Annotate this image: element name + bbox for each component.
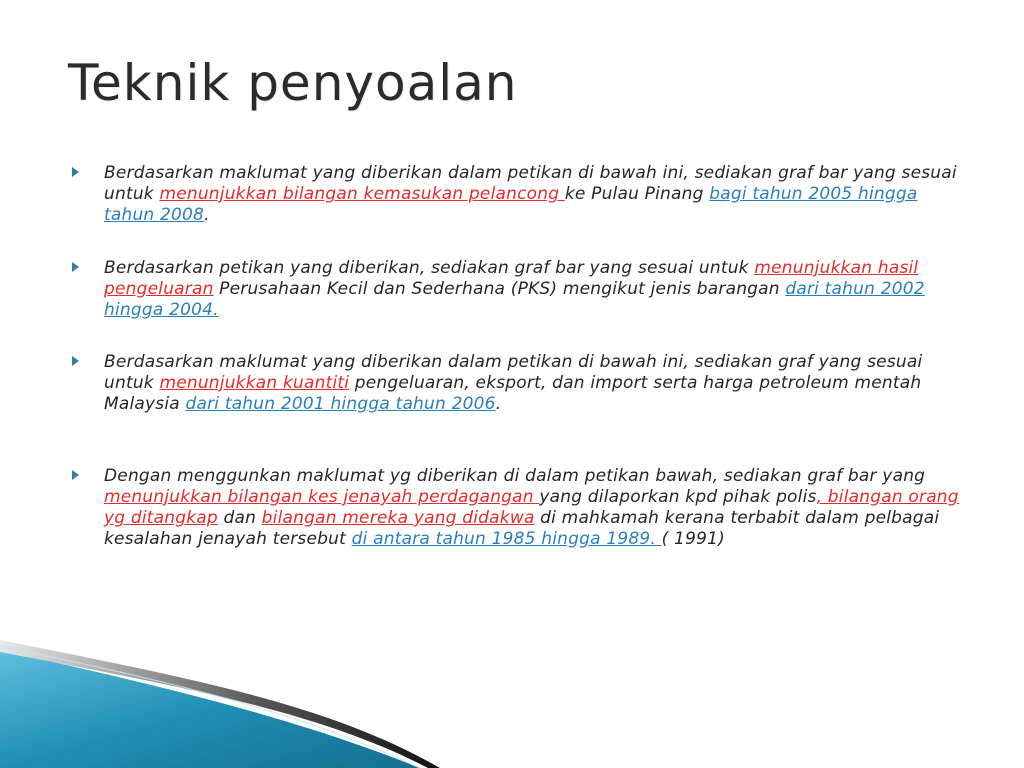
slide-title: Teknik penyoalan [68, 54, 518, 112]
highlight-red-text: menunjukkan hasil pengeluaran [104, 258, 919, 299]
bullet-text [104, 466, 972, 550]
body-text: Berdasarkan maklumat yang diberikan dalam petikan di bawah ini, sediakan graf yang sesuai untuk [104, 352, 923, 393]
highlight-red-text: , bilangan orang yg ditangkap [104, 487, 959, 528]
wave-highlight-line [0, 646, 420, 768]
bullet-arrow-icon [72, 167, 79, 177]
bullet-text [104, 163, 972, 226]
highlight-blue-text: di antara tahun 1985 hingga 1989. [351, 529, 662, 549]
highlight-red-text: bilangan mereka yang didakwa [261, 508, 535, 528]
highlight-red-text: menunjukkan bilangan kes jenayah perdagangan [104, 487, 540, 507]
bullet-item [72, 163, 972, 226]
highlight-red-text: menunjukkan bilangan kemasukan pelancong [159, 184, 565, 204]
bullet-text [104, 352, 972, 415]
bullet-arrow-icon [72, 262, 79, 272]
body-text: yang dilaporkan kpd pihak polis [539, 487, 817, 507]
bullet-arrow-icon [72, 356, 79, 366]
highlight-red-text: menunjukkan kuantiti [159, 373, 350, 393]
body-text: ke Pulau Pinang [564, 184, 710, 204]
body-text: Berdasarkan petikan yang diberikan, sediakan graf bar yang sesuai untuk [104, 258, 755, 278]
body-text: dan [217, 508, 262, 528]
bullet-item [72, 466, 972, 550]
bullet-text [104, 258, 972, 321]
highlight-blue-text: dari tahun 2001 hingga tahun 2006 [185, 394, 496, 414]
bullet-item [72, 352, 972, 415]
teal-wave-shape [0, 650, 420, 768]
body-text: Berdasarkan maklumat yang diberikan dalam petikan di bawah ini, sediakan graf bar yang sesuai untuk [104, 163, 957, 204]
body-text: ( 1991) [661, 529, 725, 549]
body-text: Dengan menggunkan maklumat yg diberikan di dalam petikan bawah, sediakan graf bar yang [104, 466, 926, 486]
body-text: pengeluaran, eksport, dan import serta harga petroleum mentah Malaysia [104, 373, 922, 414]
body-text: di mahkamah kerana terbabit dalam pelbagai kesalahan jenayah tersebut [104, 508, 940, 549]
body-text: Perusahaan Kecil dan Sederhana (PKS) mengikut jenis barangan [213, 279, 786, 299]
highlight-blue-text: bagi tahun 2005 hingga tahun 2008 [104, 184, 918, 225]
highlight-blue-text: dari tahun 2002 hingga 2004. [104, 279, 925, 320]
bullet-item [72, 258, 972, 321]
bullet-arrow-icon [72, 470, 79, 480]
body-text: . [204, 205, 210, 225]
dark-swoosh-shape [0, 640, 440, 768]
body-text: . [495, 394, 502, 414]
